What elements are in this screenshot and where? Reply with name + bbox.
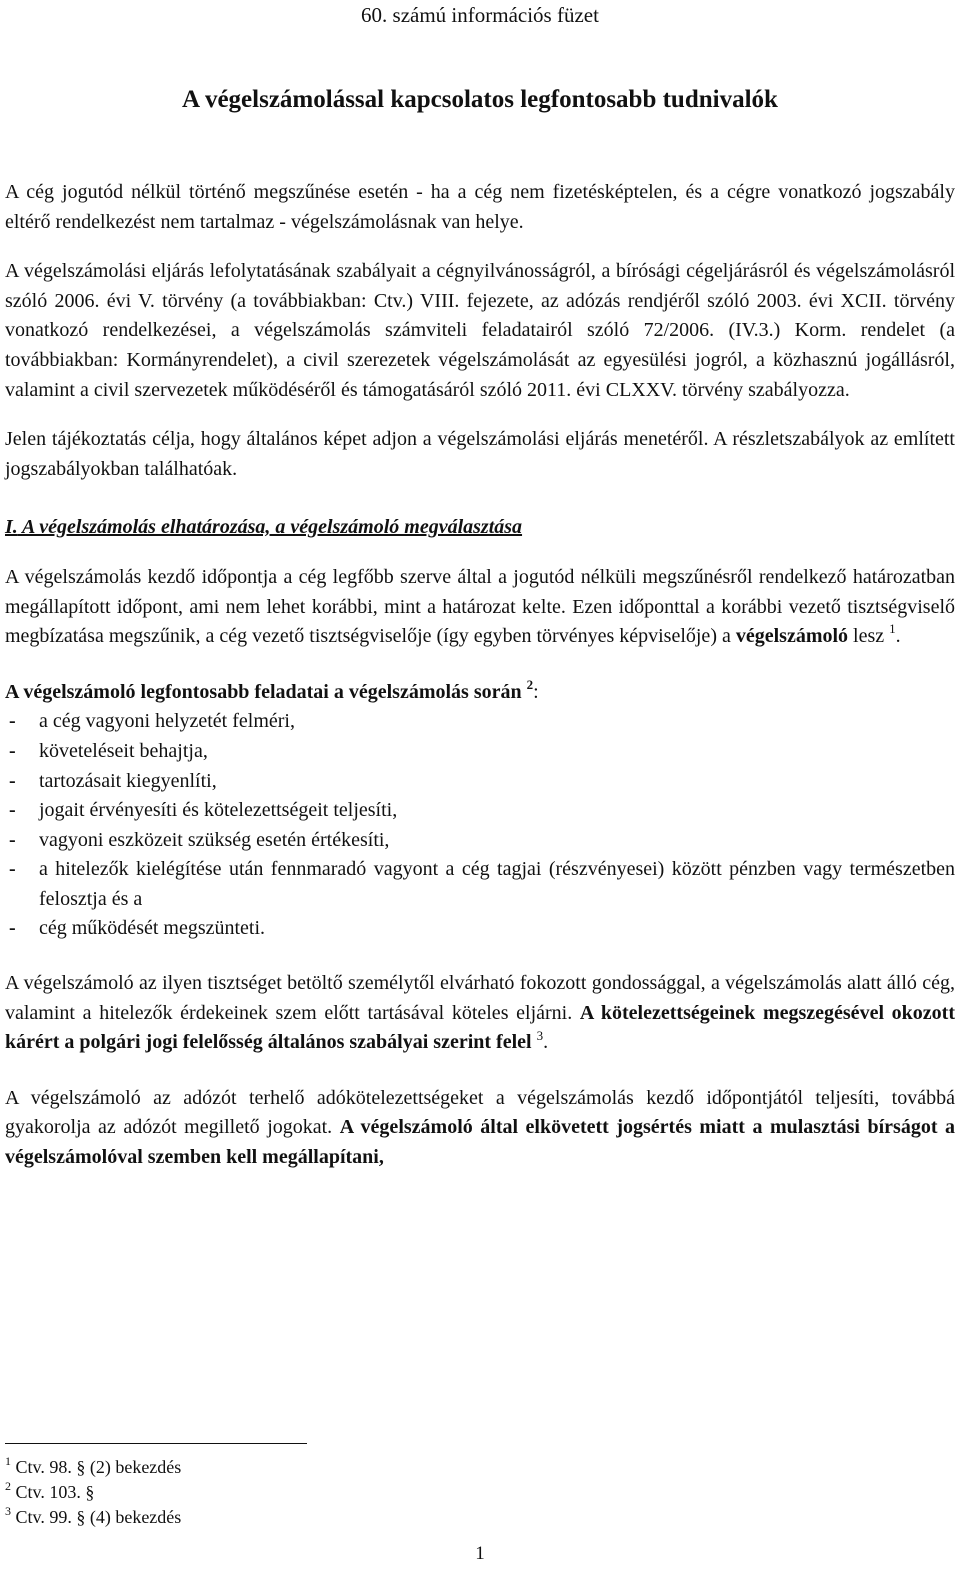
page-number: 1 xyxy=(475,1543,485,1564)
list-item xyxy=(5,796,955,826)
footnote-number: 1 xyxy=(5,1454,11,1468)
section1-p1-text: A végelszámolás kezdő időpontja a cég legfőbb szerve által a jogutód nélküli megszűnésről rendelkező határozatban megállapított időpont, ami nem lehet korábbi, mint a határozat kelte. Ezen időponttal a korábbi vezető tisztségviselő megbízatása megszűnik, a cég vezető tisztségviselője (így egyben törvényes képviselője) a xyxy=(5,565,955,648)
footnotes xyxy=(5,1455,181,1530)
section1-p1-tail: lesz xyxy=(848,625,885,648)
section1-p3-text: A végelszámoló az adózót terhelő adókötelezettségeket a végelszámolás kezdő időpontjától teljesíti, továbbá gyakorolja az adózót megillető jogokat. xyxy=(5,1086,955,1139)
document-page xyxy=(5,0,955,1173)
tasks-heading-colon: : xyxy=(533,680,539,703)
list-dash: - xyxy=(9,799,16,822)
list-item-text: cég működését megszünteti. xyxy=(39,917,266,940)
footnote-3 xyxy=(5,1505,181,1530)
list-dash: - xyxy=(9,739,16,762)
list-item xyxy=(5,855,955,914)
section-heading-text: A végelszámolás elhatározása, a végelszámoló megválasztása xyxy=(17,516,523,539)
footnote-number: 3 xyxy=(5,1504,11,1518)
section1-paragraph-3 xyxy=(5,1084,955,1173)
list-dash: - xyxy=(9,917,16,940)
section1-paragraph-2 xyxy=(5,969,955,1058)
section1-paragraph-1 xyxy=(5,563,955,652)
footnote-text: Ctv. 99. § (4) bekezdés xyxy=(11,1507,182,1527)
footnote-number: 2 xyxy=(5,1479,11,1493)
section1-p2-text: A végelszámoló az ilyen tisztséget betöltő személytől elvárható fokozott gondossággal, a végelszámolás alatt álló cég, valamint a hitelezők érdekeinek szem előtt tartásával köteles eljárni. xyxy=(5,972,955,1024)
section1-p2-bold: A kötelezettségeinek megszegésével okozott kárért a polgári jogi felelősség általános szabályai szerint felel xyxy=(5,1001,955,1054)
footnote-ref-1[interactable]: 1 xyxy=(889,621,896,637)
footnote-ref-2[interactable]: 2 xyxy=(526,677,534,693)
section1-p1-bold: végelszámoló xyxy=(735,625,849,648)
footnote-text: Ctv. 98. § (2) bekezdés xyxy=(11,1457,182,1477)
tasks-heading xyxy=(5,678,955,708)
list-item-text: tartozásait kiegyenlíti, xyxy=(39,769,217,792)
list-item xyxy=(5,737,955,767)
footnote-ref-3[interactable]: 3 xyxy=(536,1027,544,1043)
list-dash: - xyxy=(9,858,16,881)
list-item-text: a cég vagyoni helyzetét felméri, xyxy=(39,710,295,733)
intro-paragraph-3: Jelen tájékoztatás célja, hogy általános képet adjon a végelszámolási eljárás menetéről. A részletszabályok az említett jogszabályokban találhatóak. xyxy=(5,428,955,480)
section1-p3-bold: A végelszámoló által elkövetett jogsértés miatt a mulasztási bírságot a végelszámolóval szemben kell megállapítani, xyxy=(5,1116,955,1169)
list-item xyxy=(5,914,955,944)
page-title: A végelszámolással kapcsolatos legfontosabb tudnivalók xyxy=(182,86,778,113)
section1-p2-end: . xyxy=(543,1031,549,1054)
footnote-text: Ctv. 103. § xyxy=(11,1482,95,1502)
intro-paragraph-1: A cég jogutód nélkül történő megszűnése esetén - ha a cég nem fizetésképtelen, és a cégre vonatkozó jogszabály eltérő rendelkezést nem tartalmaz - végelszámolásnak van helye. xyxy=(5,181,955,233)
list-dash: - xyxy=(9,769,16,792)
list-dash: - xyxy=(9,710,16,733)
tasks-list xyxy=(5,707,955,944)
list-item-text: vagyoni eszközeit szükség esetén értékesíti, xyxy=(39,828,390,851)
footnote-1 xyxy=(5,1455,181,1480)
list-dash: - xyxy=(9,828,16,851)
intro-paragraph-2: A végelszámolási eljárás lefolytatásának szabályait a cégnyilvánosságról, a bírósági cégeljárásról és végelszámolásról szóló 2006. évi V. törvény (a továbbiakban: Ctv.) VIII. fejezete, az adózás rendjéről szóló 2003. évi XCII. törvény vonatkozó rendelkezései, a végelszámolás számviteli feladatairól szóló 72/2006. (IV.3.) Korm. rendelet (a továbbiakban: Kormányrendelet), a civil szerezetek végelszámolását az egyesülési jogról, a közhasznú jogállásról, valamint a civil szervezetek működéséről és támogatásáról szóló 2011. évi CLXXV. törvény szabályozza. xyxy=(5,260,955,401)
list-item-text: jogait érvényesíti és kötelezettségeit teljesíti, xyxy=(39,799,398,822)
list-item xyxy=(5,707,955,737)
list-item-text: a hitelezők kielégítése után fennmaradó vagyont a cég tagjai (részvényesei) között pénzben vagy természetben felosztja és a xyxy=(39,858,955,910)
list-item xyxy=(5,826,955,856)
series-label: 60. számú információs füzet xyxy=(361,3,599,27)
footnote-2 xyxy=(5,1480,181,1505)
section-heading xyxy=(5,513,955,543)
section1-p1-end: . xyxy=(895,625,901,648)
list-item-text: követeléseit behajtja, xyxy=(39,739,208,762)
list-item xyxy=(5,767,955,797)
tasks-heading-text: A végelszámoló legfontosabb feladatai a végelszámolás során xyxy=(5,680,522,703)
section-number: I. xyxy=(5,516,18,539)
footnote-separator xyxy=(5,1443,307,1444)
